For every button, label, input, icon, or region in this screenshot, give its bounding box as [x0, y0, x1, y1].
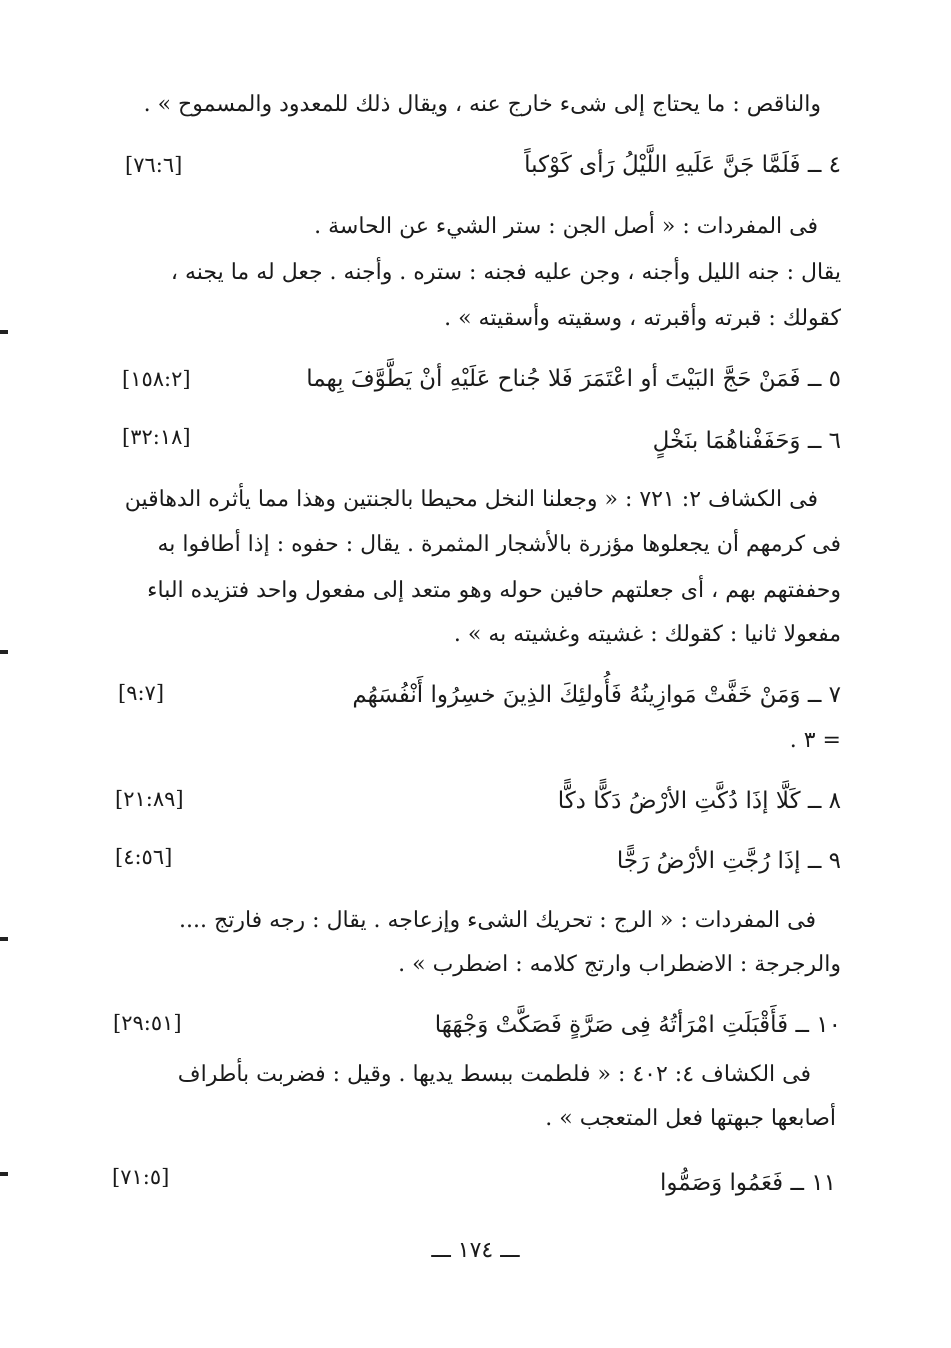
verse-6: ٦ ــ وَحَفَفْناهُمَا بنَخْلٍ [652, 428, 841, 454]
verse-8: ٨ ــ كَلَّا إذَا دُكَّتِ الأرْضُ دَكًّا دكًّا [557, 788, 841, 814]
text-line: والرجرجة : الاضطراب وارتج كلامه : اضطرب » . [398, 952, 841, 977]
text-line: فى الكشاف ٤: ٤٠٢ : « فلطمت ببسط يديها . وقيل : فضربت بأطراف [177, 1062, 811, 1087]
margin-mark [0, 650, 8, 654]
verse-reference: [٣٢:١٨] [122, 425, 191, 449]
verse-11: ١١ ــ فَعَمُوا وَصَمُّوا [660, 1170, 836, 1196]
verse-reference: [٧١:٥] [112, 1165, 170, 1189]
verse-reference: [٧٦:٦] [125, 153, 183, 177]
text-line: فى كرمهم أن يجعلوها مؤزرة بالأشجار المثمرة . يقال : حفوه : إذا أطافوا به [157, 532, 841, 557]
text-line: مفعولا ثانيا : كقولك : غشيته وغشيته به » . [453, 622, 841, 647]
verse-reference: [٩:٧] [118, 681, 165, 705]
text-line: وحففتهم بهم ، أى جعلتهم حافين حوله وهو متعد إلى مفعول واحد فتزيده الباء [147, 578, 841, 603]
margin-mark [0, 330, 8, 334]
text-line: فى المفردات : « أصل الجن : ستر الشيء عن الحاسة . [314, 214, 818, 239]
text-line: كقولك : قبرته وأقبرته ، وسقيته وأسقيته » . [444, 306, 841, 331]
verse-reference: [٢١:٨٩] [115, 787, 184, 811]
verse-reference: [٢٩:٥١] [113, 1011, 182, 1035]
verse-10: ١٠ ــ فَأَقْبَلَتِ امْرَأتُهُ فِى صَرَّةٍ فَصَكَّتْ وَجْهَهَا [434, 1012, 841, 1038]
verse-4: ٤ ــ فَلَمَّا جَنَّ عَلَيهِ اللَّيْلُ رَأى كَوْكباً [524, 152, 841, 178]
text-line: والناقص : ما يحتاج إلى شىء خارج عنه ، ويقال ذلك للمعدود والمسموح » . [143, 92, 821, 117]
margin-mark [0, 937, 8, 941]
verse-9: ٩ ــ إذَا رُجَّتِ الأرْضُ رَجًّا [616, 848, 841, 874]
page-number: ـــ ١٧٤ ـــ [431, 1238, 520, 1263]
verse-7: ٧ ــ وَمَنْ خَفَّتْ مَوازِينُهُ فَأُولئِكَ الذِينَ خسِرُوا أَنْفُسَهُم [352, 682, 841, 708]
text-line: فى المفردات : « الرج : تحريك الشىء وإزعاجه . يقال : رجه فارتج .... [179, 908, 816, 933]
verse-5: ٥ ــ فَمَنْ حَجَّ البَيْتَ أو اعْتَمَرَ فَلا جُناح عَلَيْهِ أنْ يَطَّوَّفَ بِهما [306, 366, 841, 392]
verse-reference: [١٥٨:٢] [122, 367, 191, 391]
verse-reference: [٤:٥٦] [115, 845, 173, 869]
text-line: فى الكشاف ٢: ٧٢١ : « وجعلنا النخل محيطا بالجنتين وهذا مما يأثره الدهاقين [124, 487, 818, 512]
text-line: يقال : جنه الليل وأجنه ، وجن عليه فجنه : ستره . وأجنه . جعل له ما يجنه ، [170, 260, 841, 285]
text-line: أصابعها جبهتها فعل المتعجب » . [545, 1106, 836, 1131]
text-line: = ٣ . [789, 728, 841, 753]
margin-mark [0, 1172, 8, 1176]
